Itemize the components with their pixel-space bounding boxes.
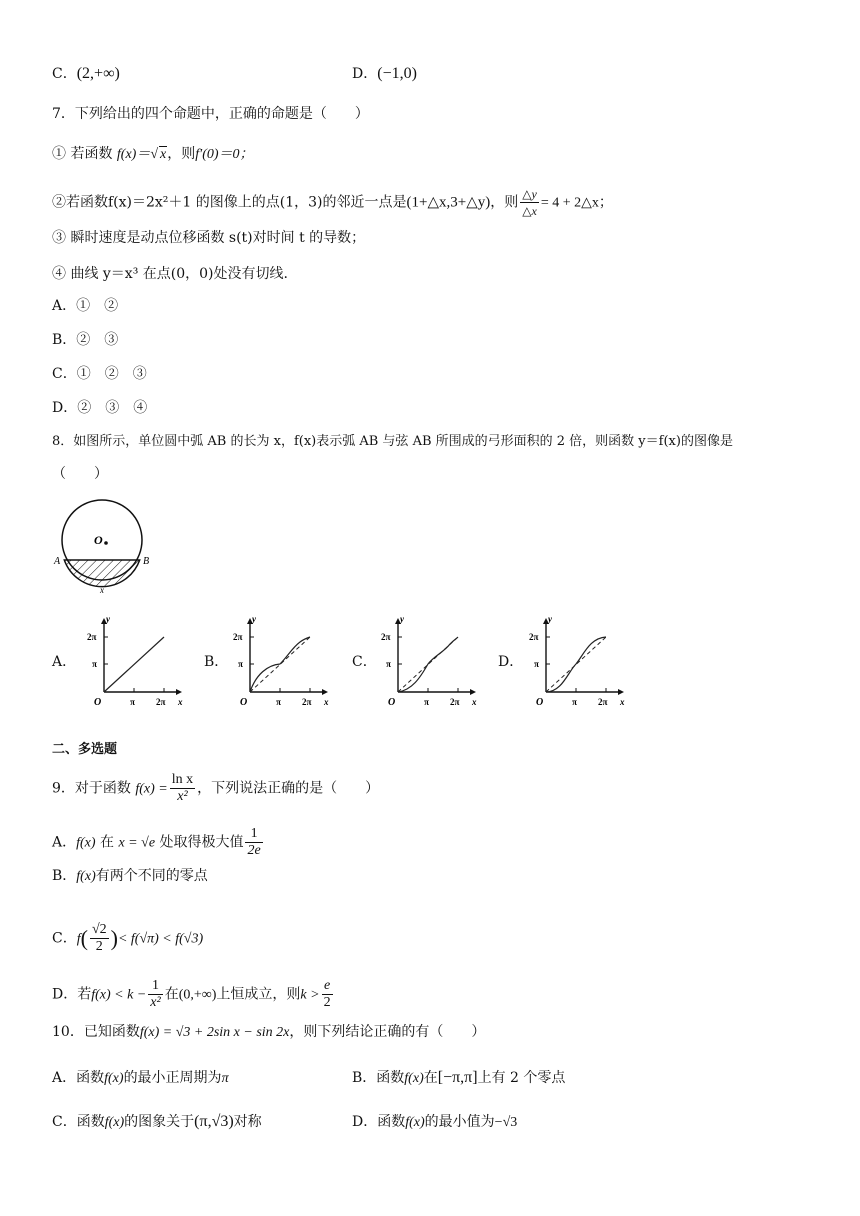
- q8-option-d-label: D．: [498, 654, 524, 670]
- q7-stem: 7．下列给出的四个命题中，正确的命题是（ ）: [52, 106, 369, 122]
- x-axis-arrow: [618, 689, 624, 695]
- tick-label-pi-x: π: [572, 697, 577, 707]
- q7-proposition-2: ②若函数f(x)＝2x²＋1 的图像上的点(1，3)的邻近一点是(1+△x,3+△y)，则 $\frac{\triangle y}{\triangle x}$ = 4 + 2△x；: [52, 187, 613, 218]
- origin-label: O: [94, 697, 102, 708]
- x-axis-label: x: [620, 697, 625, 707]
- tick-label-pi-x: π: [276, 697, 281, 707]
- tick-label-pi-y: π: [386, 659, 391, 669]
- q7-option-d: D．② ③ ④: [52, 400, 148, 416]
- tick-label-pi-y: π: [92, 659, 97, 669]
- q8-stem: 8．如图所示，单位圆中弧 AB 的长为 x，f(x)表示弧 AB 与弦 AB 所围成的弓形面积的 2 倍，则函数 y＝f(x)的图像是: [52, 434, 733, 449]
- q6-option-d: D．(−1,0): [352, 65, 417, 82]
- unit-circle-figure: [50, 496, 160, 596]
- q8-option-a-label: A．: [52, 654, 77, 670]
- graph-d: [526, 612, 636, 712]
- q10-stem: 10．已知函数f(x) = √3 + 2sin x − sin 2x，则下列结论正确的有（ ）: [52, 1024, 486, 1040]
- graph-a-curve: [104, 637, 164, 692]
- x-axis-label: x: [178, 697, 183, 707]
- x-axis-label: x: [472, 697, 477, 707]
- y-axis-label: y: [400, 614, 404, 624]
- label-x: x: [100, 585, 104, 595]
- q7-proposition-3: ③ 瞬时速度是动点位移函数 s(t)对时间 t 的导数；: [52, 230, 366, 246]
- q9-option-a: A．f(x) 在 x = √e 处取得极大值 $\frac{1}{2e}$: [52, 826, 261, 858]
- tick-label-2pi-y: 2π: [87, 632, 97, 642]
- graph-b: [230, 612, 340, 712]
- tick-label-2pi-y: 2π: [529, 632, 539, 642]
- tick-label-2pi-x: 2π: [450, 697, 460, 707]
- center-dot: [104, 541, 108, 545]
- q9-stem: 9．对于函数 f(x) = $\frac{\text{ln x}}{\text{x²}}$ ，下列说法正确的是（ ）: [52, 772, 380, 804]
- x-axis-arrow: [176, 689, 182, 695]
- q8-option-c-label: C．: [352, 654, 377, 670]
- graph-c-curve: [398, 637, 458, 692]
- label-o: O: [94, 533, 103, 547]
- q7-option-c: C．① ② ③: [52, 366, 147, 382]
- q7-option-a: A．① ②: [52, 298, 119, 314]
- x-axis-label: x: [324, 697, 329, 707]
- tick-label-2pi-y: 2π: [381, 632, 391, 642]
- q10-option-a: A．函数f(x)的最小正周期为π: [52, 1070, 229, 1086]
- y-axis-label: y: [548, 614, 552, 624]
- q10-option-b: B．函数f(x)在[−π,π]上有 2 个零点: [352, 1069, 566, 1086]
- q9-option-d: D．若f(x) < k − $\frac{1}{\text{x²}}$ 在(0,+∞)上恒成立，则k > $\frac{e}{2}$: [52, 978, 331, 1010]
- q7-proposition-4: ④ 曲线 y＝x³ 在点(0，0)处没有切线.: [52, 266, 288, 282]
- graph-a: [84, 612, 194, 712]
- q8-option-b-label: B．: [204, 654, 229, 670]
- q9-option-b: B．f(x)有两个不同的零点: [52, 868, 208, 884]
- tick-label-pi-y: π: [238, 659, 243, 669]
- label-a: A: [54, 556, 61, 567]
- tick-label-2pi-x: 2π: [156, 697, 166, 707]
- segment-shaded: [64, 560, 139, 587]
- q7-proposition-1: ① 若函数 f(x)＝√ x，则f′(0)＝0；: [52, 146, 254, 162]
- q8-stem-paren: （ ）: [52, 466, 108, 482]
- section-title: 二、多选题: [52, 742, 118, 757]
- graph-c: [378, 612, 488, 712]
- y-axis-label: y: [252, 614, 256, 624]
- q10-option-c: C．函数f(x)的图象关于(π,√3)对称: [52, 1113, 262, 1130]
- tick-label-pi-y: π: [534, 659, 539, 669]
- graph-b-curve: [250, 637, 310, 692]
- q10-option-d: D．函数f(x)的最小值为−√3: [352, 1114, 518, 1130]
- x-axis-arrow: [322, 689, 328, 695]
- y-axis-label: y: [106, 614, 110, 624]
- tick-label-2pi-y: 2π: [233, 632, 243, 642]
- x-axis-arrow: [470, 689, 476, 695]
- q9-option-c: C．f( $\frac{√2}{2}$ )< f(√π) < f(√3): [52, 922, 204, 954]
- origin-label: O: [388, 697, 396, 708]
- origin-label: O: [240, 697, 248, 708]
- tick-label-2pi-x: 2π: [302, 697, 312, 707]
- q6-option-c: C．(2,+∞): [52, 65, 120, 82]
- label-b: B: [143, 556, 150, 567]
- tick-label-pi-x: π: [130, 697, 135, 707]
- tick-label-2pi-x: 2π: [598, 697, 608, 707]
- q7-option-b: B．② ③: [52, 332, 119, 348]
- origin-label: O: [536, 697, 544, 708]
- graph-d-curve: [546, 637, 606, 692]
- tick-label-pi-x: π: [424, 697, 429, 707]
